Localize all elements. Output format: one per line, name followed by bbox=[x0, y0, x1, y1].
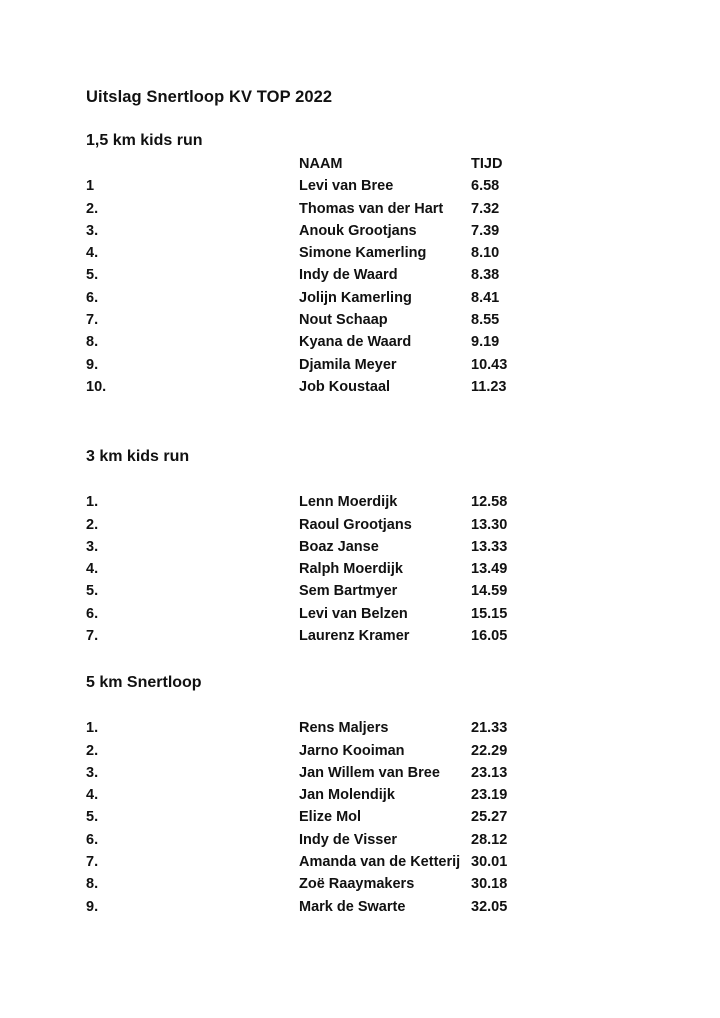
result-rank: 3. bbox=[86, 538, 99, 555]
result-name: Anouk Grootjans bbox=[299, 222, 417, 239]
result-time: 30.18 bbox=[471, 876, 508, 893]
result-time: 12.58 bbox=[471, 494, 508, 511]
result-rank: 3. bbox=[86, 222, 99, 239]
column-header-name: NAAM bbox=[299, 156, 343, 172]
result-name: Kyana de Waard bbox=[299, 334, 412, 351]
result-name: Jolijn Kamerling bbox=[299, 289, 412, 306]
result-rank: 5. bbox=[86, 809, 99, 826]
result-time: 16.05 bbox=[471, 628, 508, 645]
result-time: 8.38 bbox=[471, 267, 500, 284]
result-time: 11.23 bbox=[471, 378, 507, 395]
result-time: 6.58 bbox=[471, 178, 500, 195]
result-time: 7.39 bbox=[471, 222, 500, 239]
column-header-time: TIJD bbox=[471, 156, 503, 172]
result-rank: 8. bbox=[86, 334, 99, 351]
result-rank: 1 bbox=[86, 178, 95, 195]
result-time: 10.43 bbox=[471, 356, 508, 373]
result-rank: 6. bbox=[86, 831, 99, 848]
result-name: Djamila Meyer bbox=[299, 356, 397, 373]
result-name: Elize Mol bbox=[299, 809, 362, 826]
result-time: 9.19 bbox=[471, 334, 500, 351]
result-time: 15.15 bbox=[471, 605, 508, 622]
result-row bbox=[86, 806, 646, 828]
result-rank: 1. bbox=[86, 720, 99, 737]
column-header-row bbox=[86, 153, 646, 175]
result-row bbox=[86, 717, 646, 739]
result-time: 14.59 bbox=[471, 583, 508, 600]
result-name: Levi van Belzen bbox=[299, 605, 408, 622]
result-row bbox=[86, 603, 646, 625]
result-rank: 9. bbox=[86, 356, 99, 373]
result-time: 7.32 bbox=[471, 200, 500, 217]
result-row bbox=[86, 762, 646, 784]
result-time: 13.49 bbox=[471, 561, 508, 578]
result-time: 8.41 bbox=[471, 289, 500, 306]
result-name: Thomas van der Hart bbox=[299, 200, 444, 217]
result-rank: 1. bbox=[86, 494, 99, 511]
results-list bbox=[86, 491, 646, 647]
result-rank: 6. bbox=[86, 289, 99, 306]
result-name: Mark de Swarte bbox=[299, 898, 406, 915]
result-name: Indy de Visser bbox=[299, 831, 398, 848]
result-row bbox=[86, 264, 646, 286]
result-row bbox=[86, 580, 646, 602]
result-row bbox=[86, 331, 646, 353]
results-list bbox=[86, 175, 646, 398]
result-row bbox=[86, 354, 646, 376]
result-row bbox=[86, 309, 646, 331]
result-name: Lenn Moerdijk bbox=[299, 494, 398, 511]
result-rank: 4. bbox=[86, 787, 99, 804]
result-row bbox=[86, 536, 646, 558]
result-rank: 2. bbox=[86, 200, 99, 217]
result-row bbox=[86, 558, 646, 580]
result-row bbox=[86, 851, 646, 873]
result-row bbox=[86, 829, 646, 851]
result-row bbox=[86, 896, 646, 918]
result-row bbox=[86, 784, 646, 806]
result-time: 8.55 bbox=[471, 312, 500, 329]
result-row bbox=[86, 376, 646, 398]
result-row bbox=[86, 220, 646, 242]
result-time: 13.33 bbox=[471, 538, 508, 555]
result-rank: 8. bbox=[86, 876, 99, 893]
result-name: Simone Kamerling bbox=[299, 245, 427, 262]
section-title: 1,5 km kids run bbox=[86, 132, 203, 149]
result-rank: 10. bbox=[86, 378, 107, 395]
result-row bbox=[86, 242, 646, 264]
result-rank: 3. bbox=[86, 764, 99, 781]
result-name: Jarno Kooiman bbox=[299, 742, 405, 759]
result-name: Laurenz Kramer bbox=[299, 628, 410, 645]
result-rank: 6. bbox=[86, 605, 99, 622]
result-rank: 5. bbox=[86, 267, 99, 284]
result-rank: 2. bbox=[86, 516, 99, 533]
document-title: Uitslag Snertloop KV TOP 2022 bbox=[86, 88, 333, 106]
result-rank: 9. bbox=[86, 898, 99, 915]
result-name: Raoul Grootjans bbox=[299, 516, 412, 533]
result-time: 13.30 bbox=[471, 516, 508, 533]
result-name: Zoë Raaymakers bbox=[299, 876, 415, 893]
result-name: Sem Bartmyer bbox=[299, 583, 398, 600]
section-title: 3 km kids run bbox=[86, 448, 190, 465]
result-name: Rens Maljers bbox=[299, 720, 389, 737]
section-3km-kids-run bbox=[86, 445, 646, 647]
result-rank: 4. bbox=[86, 561, 99, 578]
section-1-5km-kids-run bbox=[86, 129, 646, 398]
result-rank: 7. bbox=[86, 854, 99, 871]
result-time: 25.27 bbox=[471, 809, 508, 826]
result-rank: 7. bbox=[86, 312, 99, 329]
result-time: 23.19 bbox=[471, 787, 508, 804]
results-list bbox=[86, 717, 646, 918]
result-rank: 4. bbox=[86, 245, 99, 262]
result-time: 30.01 bbox=[471, 854, 508, 871]
result-time: 22.29 bbox=[471, 742, 508, 759]
result-rank: 7. bbox=[86, 628, 99, 645]
result-row bbox=[86, 740, 646, 762]
result-time: 28.12 bbox=[471, 831, 508, 848]
result-time: 21.33 bbox=[471, 720, 508, 737]
result-row bbox=[86, 175, 646, 197]
result-name: Nout Schaap bbox=[299, 312, 388, 329]
result-time: 32.05 bbox=[471, 898, 508, 915]
result-name: Jan Molendijk bbox=[299, 787, 395, 804]
result-name: Indy de Waard bbox=[299, 267, 398, 284]
result-row bbox=[86, 873, 646, 895]
section-title: 5 km Snertloop bbox=[86, 674, 202, 691]
result-name: Ralph Moerdijk bbox=[299, 561, 403, 578]
result-name: Levi van Bree bbox=[299, 178, 394, 195]
result-row bbox=[86, 625, 646, 647]
result-name: Job Koustaal bbox=[299, 378, 391, 395]
result-time: 8.10 bbox=[471, 245, 500, 262]
result-name: Jan Willem van Bree bbox=[299, 764, 440, 781]
result-rank: 2. bbox=[86, 742, 99, 759]
result-row bbox=[86, 287, 646, 309]
result-row bbox=[86, 198, 646, 220]
result-name: Amanda van de Ketterij bbox=[299, 854, 461, 871]
result-time: 23.13 bbox=[471, 764, 508, 781]
result-name: Boaz Janse bbox=[299, 538, 379, 555]
result-row bbox=[86, 514, 646, 536]
result-row bbox=[86, 491, 646, 513]
section-5km-snertloop bbox=[86, 671, 646, 918]
result-rank: 5. bbox=[86, 583, 99, 600]
